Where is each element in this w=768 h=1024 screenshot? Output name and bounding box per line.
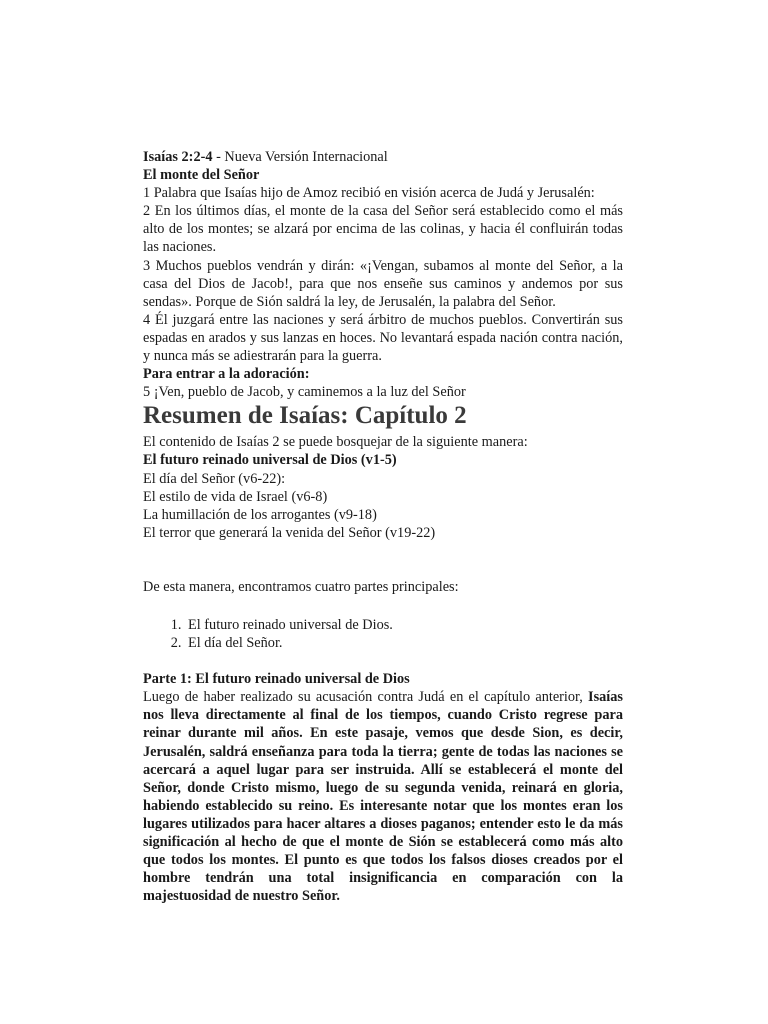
part1-normal-text: Luego de haber realizado su acusación contra Judá en el capítulo anterior, (143, 689, 589, 706)
verse-3: 3 Muchos pueblos vendrán y dirán: «¡Vengan, subamos al monte del Señor, a la casa del Dios de Jacob!, para que nos enseñe sus caminos y andemos por sus sendas». Porque de Sión saldrá la ley, de Jerusalén, la palabra del Señor. (143, 257, 623, 310)
parts-list-item: 2. El día del Señor. (185, 634, 623, 652)
summary-intro: El contenido de Isaías 2 se puede bosquejar de la siguiente manera: (143, 434, 528, 451)
parts-intro: De esta manera, encontramos cuatro partes principales: (143, 578, 459, 595)
outline-item: La humillación de los arrogantes (v9-18) (143, 506, 377, 523)
verse-4: 4 Él juzgará entre las naciones y será árbitro de muchos pueblos. Convertirán sus espadas en arados y sus lanzas en hoces. No levantará espada nación contra nación, y nunca más se adiestrarán para la guerra. (143, 311, 623, 365)
part1-title: Parte 1: El futuro reinado universal de Dios (143, 671, 410, 688)
spacer (143, 652, 623, 670)
part1-paragraph (143, 688, 623, 905)
section-title: El monte del Señor (143, 167, 260, 184)
part1-bold-text: Isaías nos lleva directamente al final de los tiempos, cuando Cristo regrese para reinar durante mil años. En este pasaje, vemos que desde Sion, es decir, Jerusalén, saldrá enseñanza para toda la tierra; gente de todas las naciones se acercará a aquel lugar para ser instruida. Allí se establecerá el monte del Señor, donde Cristo mismo, luego de su segunda venida, reinará en gloria, habiendo establecido su reino. Es interesante notar que los montes eran los lugares utilizados para hacer altares a dioses paganos; entender esto le da más significación al hecho de que el monte de Sión se establecerá como más alto que todos los montes. El punto es que todos los falsos dioses creados por el hombre tendrán una total insignificancia en comparación con la majestuosidad de nuestro Señor. (143, 689, 623, 905)
reference-bold: Isaías 2:2-4 (143, 149, 213, 165)
outline-item: El estilo de vida de Israel (v6-8) (143, 488, 328, 505)
reference-version: - Nueva Versión Internacional (212, 149, 388, 165)
spacer (143, 542, 623, 578)
verse-1: 1 Palabra que Isaías hijo de Amoz recibió en visión acerca de Judá y Jerusalén: (143, 185, 595, 202)
worship-verse: 5 ¡Ven, pueblo de Jacob, y caminemos a la luz del Señor (143, 384, 466, 401)
parts-list-item: 1. El futuro reinado universal de Dios. (185, 616, 623, 634)
document-body (143, 148, 623, 905)
outline-item: El día del Señor (v6-22): (143, 470, 286, 487)
spacer (143, 596, 623, 616)
verse-2: 2 En los últimos días, el monte de la casa del Señor será establecido como el más alto de los montes; se alzará por encima de las colinas, y hacia él confluirán todas las naciones. (143, 203, 623, 256)
outline-title: El futuro reinado universal de Dios (v1-5) (143, 452, 397, 469)
parts-list (143, 616, 623, 652)
scripture-reference (143, 148, 623, 166)
worship-title: Para entrar a la adoración: (143, 366, 310, 383)
summary-heading: Resumen de Isaías: Capítulo 2 (143, 402, 467, 430)
outline-item: El terror que generará la venida del Señor (v19-22) (143, 524, 436, 541)
